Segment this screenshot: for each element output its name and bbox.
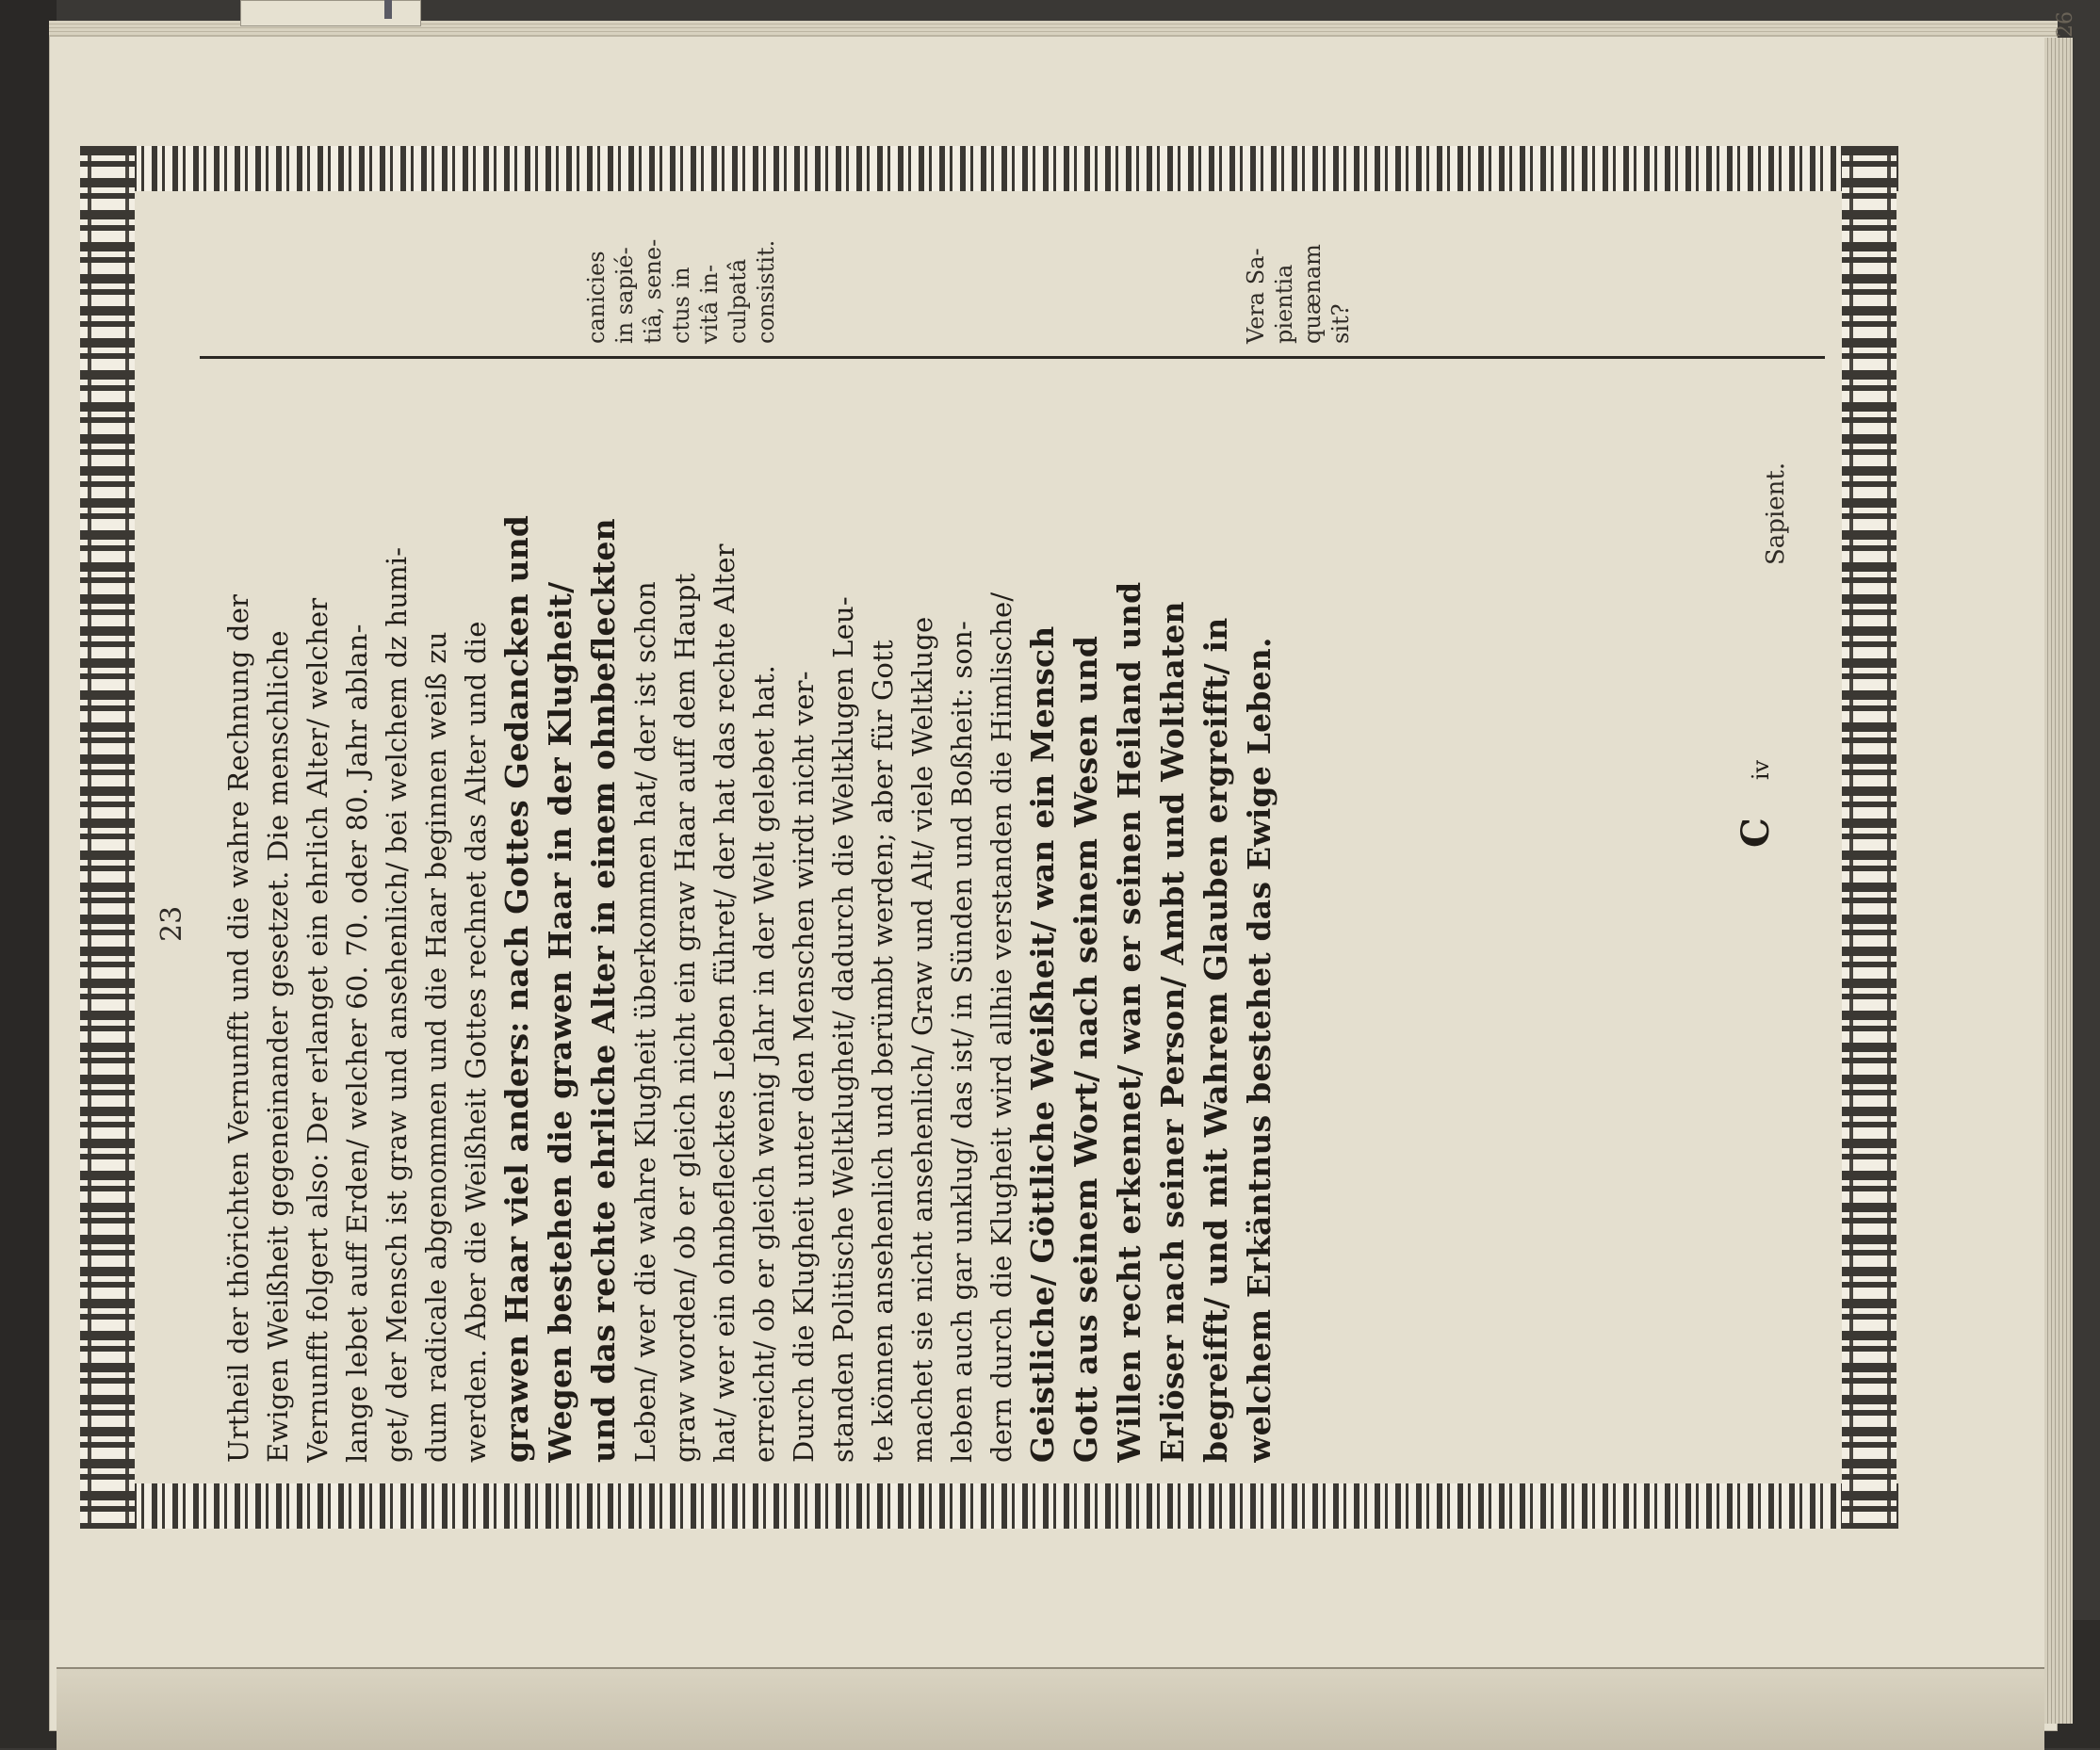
corner-mark: 26 bbox=[2054, 11, 2077, 38]
text-line: begreifft/ und mit Wahrem Glauben ergreifft/ in bbox=[1197, 617, 1234, 1463]
ornament-border-bottom bbox=[90, 1483, 1898, 1529]
text-line: lange lebet auff Erden/ welcher 60. 70. oder 80. Jahr ablan- bbox=[341, 624, 373, 1463]
text-line: werden. Aber die Weißheit Gottes rechnet das Alter und die bbox=[460, 621, 492, 1463]
margin-note-line: culpatâ bbox=[724, 258, 751, 344]
margin-note-line: Sapient. bbox=[1762, 462, 1790, 565]
facing-page-edge bbox=[57, 1667, 2044, 1750]
text-line: Gott aus seinem Wort/ nach seinem Wesen und bbox=[1067, 635, 1104, 1463]
text-line: graw worden/ ob er gleich nicht ein graw Haar auff dem Haupt bbox=[669, 573, 701, 1463]
catchword-initial: C bbox=[1734, 818, 1778, 848]
page-number: 23 bbox=[155, 905, 188, 942]
margin-note-line: vitâ in- bbox=[696, 264, 723, 344]
text-line: Vernunfft folgert also: Der erlanget ein ehrlich Alter/ welcher bbox=[301, 597, 334, 1463]
body-text bbox=[219, 365, 1820, 1463]
ornament-border-top bbox=[90, 146, 1898, 191]
ornament-border-left bbox=[80, 146, 135, 1529]
clip-marker bbox=[384, 0, 392, 19]
text-line: welchem Erkäntnus bestehet das Ewige Leben. bbox=[1241, 637, 1278, 1463]
text-line: machet sie nicht ansehenlich/ Graw und Alt/ viele Weltkluge bbox=[906, 616, 938, 1463]
header-rule bbox=[200, 356, 1825, 359]
margin-note bbox=[582, 193, 780, 344]
text-line: Ewigen Weißheit gegeneinander gesetzet. Die menschliche bbox=[262, 630, 294, 1463]
margin-note-line: in sapié- bbox=[611, 247, 638, 344]
catchword bbox=[1734, 760, 1778, 848]
margin-note-line: ctus in bbox=[668, 267, 694, 344]
text-line: Urtheil der thörichten Vernunfft und die wahre Rechnung der bbox=[222, 593, 254, 1463]
text-line: Geistliche/ Göttliche Weißheit/ wan ein Mensch bbox=[1024, 625, 1061, 1463]
text-line: leben auch gar unklug/ das ist/ in Sünden und Boßheit: son- bbox=[946, 621, 978, 1463]
margin-note-line: consistit. bbox=[753, 239, 779, 344]
catchword-word: iv bbox=[1748, 759, 1774, 781]
margin-note-line: pientia bbox=[1271, 264, 1297, 344]
margin-note-line: quænam bbox=[1299, 244, 1326, 344]
paper-tab bbox=[240, 0, 421, 26]
text-line: hat/ wer ein ohnbeflecktes Leben führet/ der hat das rechte Alter bbox=[708, 543, 741, 1463]
text-line: te können ansehenlich und berümbt werden; aber für Gott bbox=[867, 640, 899, 1463]
text-line: grawen Haar viel anders: nach Gottes Gedancken und bbox=[498, 514, 535, 1463]
margin-note-line: Vera Sa- bbox=[1243, 248, 1269, 344]
text-line: Leben/ wer die wahre Klugheit überkommen hat/ der ist schon bbox=[629, 581, 661, 1463]
margin-note bbox=[1242, 193, 1355, 344]
text-line: dum radicale abgenommen und die Haar beginnen weiß zu bbox=[420, 631, 452, 1463]
text-line: und das rechte ehrliche Alter in einem ohnbefleckten bbox=[585, 518, 622, 1463]
text-line: Wegen bestehen die grawen Haar in der Klugheit/ bbox=[542, 581, 578, 1463]
ornament-border-right bbox=[1842, 146, 1897, 1529]
margin-note-line: tiâ, sene- bbox=[640, 238, 666, 344]
text-line: dern durch die Klugheit wird allhie verstanden die Himlische/ bbox=[985, 591, 1017, 1463]
margin-note-line: sit? bbox=[1327, 303, 1354, 344]
text-line: Durch die Klugheit unter den Menschen wirdt nicht ver- bbox=[788, 671, 820, 1463]
text-line: Erlöser nach seiner Person/ Ambt und Wolthaten bbox=[1154, 601, 1191, 1463]
text-line: Willen recht erkennet/ wan er seinen Heiland und bbox=[1111, 581, 1148, 1463]
text-line: erreicht/ ob er gleich wenig Jahr in der Welt gelebet hat. bbox=[748, 664, 780, 1463]
background-left bbox=[0, 0, 57, 1748]
text-line: get/ der Mensch ist graw und ansehenlich/ bei welchem dz humi- bbox=[381, 546, 413, 1463]
margin-note-line: canicies bbox=[583, 251, 610, 344]
text-line: standen Politische Weltklugheit/ dadurch die Weltklugen Leu- bbox=[827, 596, 859, 1463]
page-stack-right bbox=[2044, 38, 2073, 1724]
